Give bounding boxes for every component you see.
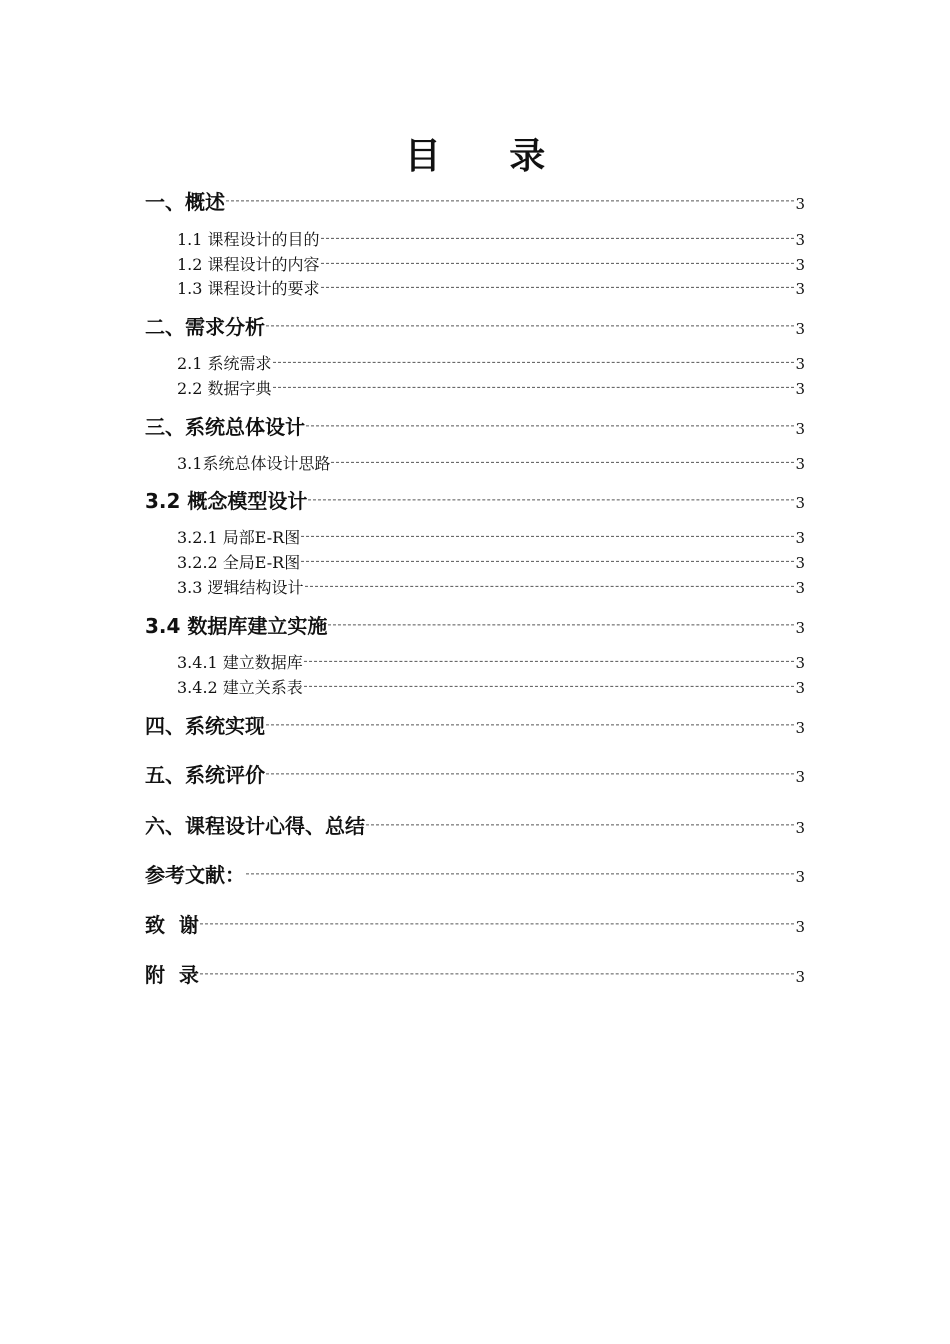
toc-page-number: 3 xyxy=(795,280,805,298)
toc-page-number: 3 xyxy=(795,380,805,398)
toc-entry-label: 2.1 系统需求 xyxy=(177,354,272,373)
dot-leader xyxy=(246,873,794,874)
toc-entry-overall-design[interactable] xyxy=(145,411,805,440)
toc-entry-evaluation[interactable] xyxy=(145,759,805,788)
dot-leader xyxy=(273,362,795,363)
toc-page-number: 3 xyxy=(795,494,805,512)
dot-leader xyxy=(266,724,794,725)
dot-leader xyxy=(226,200,794,201)
toc-entry-3-2-2[interactable] xyxy=(177,550,805,573)
toc-entry-overview[interactable] xyxy=(145,186,805,215)
toc-entry-label: 3.4 数据库建立实施 xyxy=(145,614,328,638)
dot-leader xyxy=(366,824,794,825)
toc-entry-label: 1.1 课程设计的目的 xyxy=(177,230,320,249)
toc-entry-label: 参考文献： xyxy=(145,863,245,887)
dot-leader xyxy=(266,773,794,774)
toc-entry-3-4-2[interactable] xyxy=(177,675,805,698)
toc-page-number: 3 xyxy=(795,231,805,249)
toc-page-number: 3 xyxy=(795,420,805,438)
toc-entry-3-3[interactable] xyxy=(177,575,805,598)
toc-entry-label: 2.2 数据字典 xyxy=(177,379,272,398)
toc-entry-1-3[interactable] xyxy=(177,276,805,299)
dot-leader xyxy=(200,973,795,974)
toc-entry-label: 3.2.1 局部E-R图 xyxy=(177,528,301,547)
toc-entry-3-1[interactable] xyxy=(177,451,805,474)
toc-entry-label: 3.1系统总体设计思路 xyxy=(177,454,331,473)
toc-page-number: 3 xyxy=(795,619,805,637)
toc-entry-label: 致 谢 xyxy=(145,913,199,937)
toc-entry-label: 3.3 逻辑结构设计 xyxy=(177,578,304,597)
dot-leader xyxy=(200,923,795,924)
toc-page-number: 3 xyxy=(795,355,805,373)
toc-page-number: 3 xyxy=(795,654,805,672)
toc-entry-acknowledgements[interactable] xyxy=(145,909,805,938)
toc-page-number: 3 xyxy=(795,195,805,213)
toc-page-number: 3 xyxy=(795,455,805,473)
dot-leader xyxy=(328,624,794,625)
dot-leader xyxy=(304,686,795,687)
toc-page-number: 3 xyxy=(795,579,805,597)
toc-page-number: 3 xyxy=(795,529,805,547)
toc-entry-references[interactable] xyxy=(145,859,805,888)
page-title: 目 录 xyxy=(404,136,574,177)
toc-entry-1-1[interactable] xyxy=(177,227,805,250)
toc-entry-3-4[interactable] xyxy=(145,610,805,639)
toc-entry-label: 五、系统评价 xyxy=(145,763,265,787)
toc-entry-2-1[interactable] xyxy=(177,351,805,374)
toc-page-number: 3 xyxy=(795,554,805,572)
dot-leader xyxy=(306,425,794,426)
toc-entry-label: 四、系统实现 xyxy=(145,714,265,738)
toc-entry-appendix[interactable] xyxy=(145,959,805,988)
toc-page-number: 3 xyxy=(795,320,805,338)
toc-entry-label: 六、课程设计心得、总结 xyxy=(145,814,365,838)
dot-leader xyxy=(321,263,795,264)
toc-entry-label: 二、需求分析 xyxy=(145,315,265,339)
toc-page-number: 3 xyxy=(795,968,805,986)
toc-entry-label: 1.3 课程设计的要求 xyxy=(177,279,320,298)
toc-entry-3-2[interactable] xyxy=(145,485,805,514)
toc-entry-1-2[interactable] xyxy=(177,252,805,275)
dot-leader xyxy=(308,499,794,500)
dot-leader xyxy=(321,238,795,239)
toc-entry-requirements[interactable] xyxy=(145,311,805,340)
toc-entry-3-4-1[interactable] xyxy=(177,650,805,673)
dot-leader xyxy=(301,561,794,562)
dot-leader xyxy=(304,661,795,662)
toc-entry-label: 一、概述 xyxy=(145,190,225,214)
toc-page-number: 3 xyxy=(795,719,805,737)
toc-entry-label: 3.4.1 建立数据库 xyxy=(177,653,303,672)
toc-entry-label: 3.2.2 全局E-R图 xyxy=(177,553,301,572)
dot-leader xyxy=(321,287,795,288)
toc-entry-3-2-1[interactable] xyxy=(177,525,805,548)
toc-page-number: 3 xyxy=(795,819,805,837)
toc-entry-label: 3.2 概念模型设计 xyxy=(145,489,308,513)
toc-entry-label: 三、系统总体设计 xyxy=(145,415,305,439)
toc-entry-2-2[interactable] xyxy=(177,376,805,399)
dot-leader xyxy=(273,387,795,388)
toc-entry-implementation[interactable] xyxy=(145,710,805,739)
toc-page-number: 3 xyxy=(795,868,805,886)
toc-entry-label: 1.2 课程设计的内容 xyxy=(177,255,320,274)
dot-leader xyxy=(305,586,795,587)
toc-entry-label: 附 录 xyxy=(145,963,199,987)
toc-page-number: 3 xyxy=(795,768,805,786)
toc-entry-label: 3.4.2 建立关系表 xyxy=(177,678,303,697)
dot-leader xyxy=(301,536,794,537)
toc-page-number: 3 xyxy=(795,918,805,936)
toc-page-number: 3 xyxy=(795,256,805,274)
toc-entry-summary[interactable] xyxy=(145,810,805,839)
dot-leader xyxy=(266,325,794,326)
dot-leader xyxy=(331,462,794,463)
toc-page-number: 3 xyxy=(795,679,805,697)
